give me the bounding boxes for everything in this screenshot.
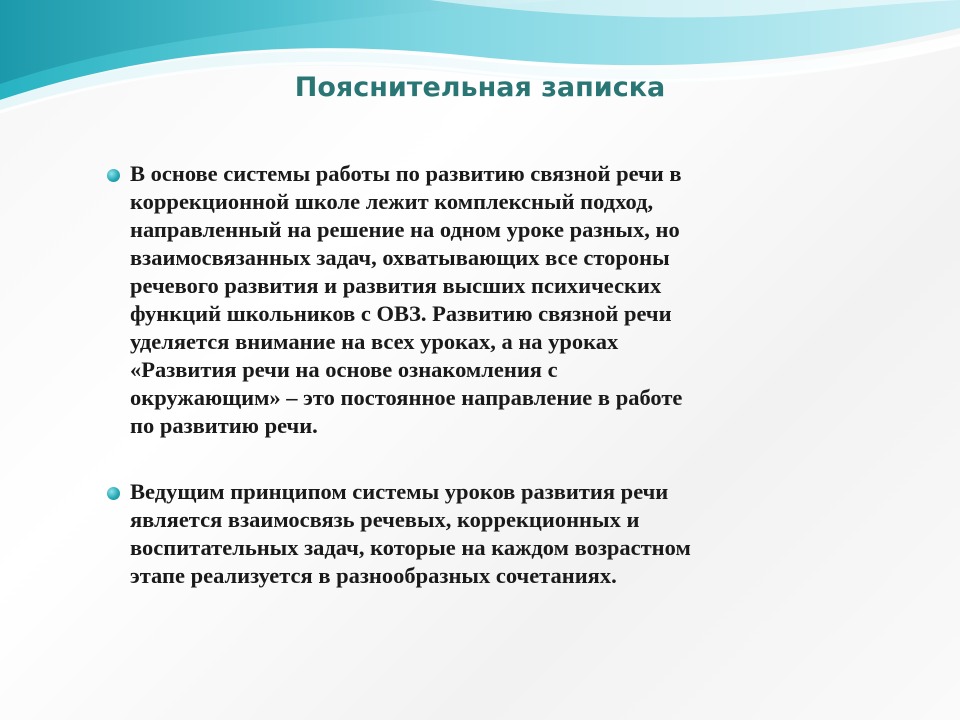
- text-line: функций школьников с ОВЗ. Развитию связной речи: [130, 301, 672, 326]
- bullet-item-1: [106, 160, 866, 440]
- text-line: речевого развития и развития высших психических: [130, 273, 662, 298]
- text-line: уделяется внимание на всех уроках, а на уроках: [130, 329, 619, 354]
- text-line: направленный на решение на одном уроке разных, но: [130, 217, 680, 242]
- text-line: по развитию речи.: [130, 413, 318, 438]
- text-line: воспитательных задач, которые на каждом возрастном: [130, 535, 691, 560]
- bullet-text-2: [130, 478, 866, 590]
- text-line: коррекционной школе лежит комплексный подход,: [130, 189, 654, 214]
- bullet-item-2: [106, 478, 866, 590]
- round-bullet-icon: [107, 169, 120, 182]
- text-line: «Развития речи на основе ознакомления с: [130, 357, 558, 382]
- text-line: взаимосвязанных задач, охватывающих все стороны: [130, 245, 670, 270]
- text-line: Ведущим принципом системы уроков развития речи: [130, 479, 669, 504]
- text-line: этапе реализуется в разнообразных сочетаниях.: [130, 563, 617, 588]
- bullet-text-1: [130, 160, 866, 440]
- round-bullet-icon: [107, 487, 120, 500]
- slide-title: Пояснительная записка: [294, 72, 666, 103]
- bullet-list: [106, 160, 866, 590]
- text-line: В основе системы работы по развитию связной речи в: [130, 161, 682, 186]
- text-line: окружающим» – это постоянное направление в работе: [130, 385, 683, 410]
- text-line: является взаимосвязь речевых, коррекционных и: [130, 507, 640, 532]
